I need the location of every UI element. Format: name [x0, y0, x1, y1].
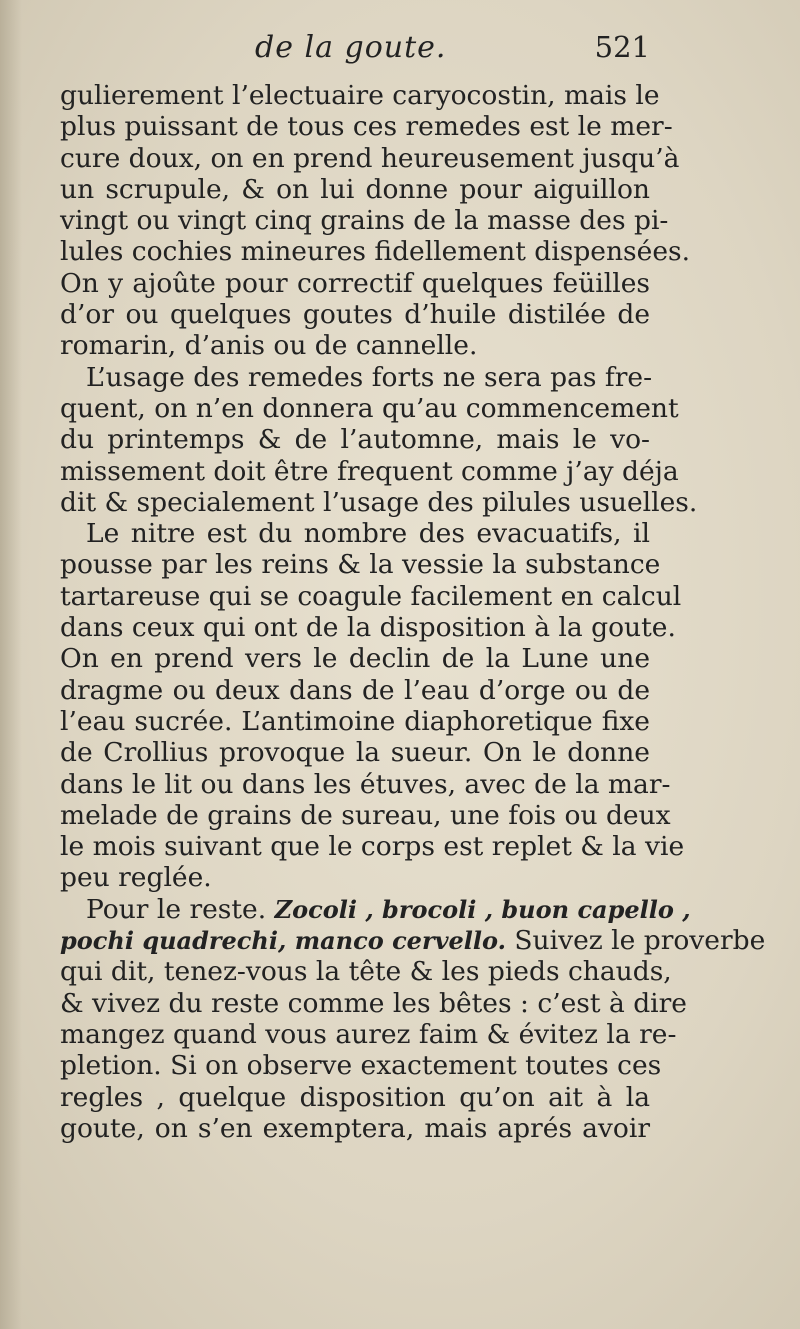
- page-number: 521: [594, 30, 650, 64]
- text-line: [60, 142, 680, 174]
- text-segment: peu reglée.: [60, 862, 212, 894]
- text-segment: d’or ou quelques goutes d’huile distilée de: [60, 299, 650, 331]
- text-line: [60, 486, 698, 518]
- text-segment: dit & specialement l’usage des pilules usuelles.: [60, 486, 698, 518]
- text-segment: pousse par les reins & la vessie la substance: [60, 549, 661, 581]
- text-segment: pletion. Si on observe exactement toutes ces: [60, 1050, 662, 1082]
- text-line: [60, 612, 676, 644]
- text-line: [60, 737, 650, 768]
- text-line: [60, 580, 682, 612]
- text-segment: & vivez du reste comme les bêtes : c’est à dire: [60, 987, 687, 1019]
- text-segment: vingt ou vingt cinq grains de la masse des pi-: [60, 205, 669, 237]
- text-line: [60, 268, 650, 299]
- text-segment: cure doux, on en prend heureusement jusqu’à: [60, 142, 680, 174]
- text-line: [60, 80, 660, 111]
- text-line: [60, 424, 650, 455]
- body-text: [60, 80, 766, 1144]
- text-segment: Le nitre est du nombre des evacuatifs, il: [86, 518, 650, 550]
- running-title: de la goute.: [255, 30, 447, 65]
- text-line: [60, 236, 691, 268]
- text-segment: melade de grains de sureau, une fois ou deux: [60, 799, 671, 831]
- text-segment: mangez quand vous aurez faim & évitez la re-: [60, 1018, 677, 1050]
- text-segment: L’usage des remedes forts ne sera pas fre-: [86, 361, 653, 393]
- text-segment: missement doit être frequent comme j’ay déja: [60, 455, 679, 487]
- text-line: [60, 1050, 662, 1082]
- text-segment: l’eau sucrée. L’antimoine diaphoretique fixe: [60, 705, 650, 737]
- text-segment: tartareuse qui se coagule facilement en calcul: [60, 580, 682, 612]
- text-line: [60, 1018, 677, 1050]
- text-line: [60, 1113, 650, 1144]
- text-line: [60, 111, 673, 143]
- text-line: [60, 1082, 650, 1113]
- text-line: [60, 706, 650, 737]
- text-segment: un scrupule, & on lui donne pour aiguillon: [60, 173, 650, 205]
- text-segment: lules cochies mineures fidellement dispensées.: [60, 236, 691, 268]
- text-line: [60, 299, 650, 330]
- text-segment: plus puissant de tous ces remedes est le mer-: [60, 111, 673, 143]
- text-line: [60, 330, 650, 361]
- text-segment: gulierement l’electuaire caryocostin, mais le: [60, 80, 660, 111]
- text-line: [60, 987, 687, 1019]
- text-segment: On y ajoûte pour correctif quelques feüilles: [60, 267, 650, 299]
- text-segment: du printemps & de l’automne, mais le vo-: [60, 424, 650, 456]
- text-line: [60, 675, 650, 706]
- text-line: [60, 392, 679, 424]
- text-segment: dans le lit ou dans les étuves, avec de la mar-: [60, 768, 671, 800]
- text-line: [60, 455, 679, 487]
- text-segment: le mois suivant que le corps est replet & la vie: [60, 831, 685, 863]
- italic-phrase: pochi quadrechi, manco cervello.: [60, 926, 506, 956]
- text-line: [60, 518, 650, 549]
- text-segment: qui dit, tenez-vous la tête & les pieds chauds,: [60, 956, 672, 988]
- text-line: [60, 893, 691, 925]
- text-segment: romarin, d’anis ou de cannelle.: [60, 330, 478, 362]
- text-line: [60, 862, 650, 893]
- text-segment: dragme ou deux dans de l’eau d’orge ou de: [60, 674, 650, 706]
- text-line: [60, 205, 669, 237]
- text-line: [60, 643, 650, 674]
- italic-phrase: Zocoli , brocoli , buon capello ,: [274, 894, 691, 924]
- text-line: [60, 768, 671, 800]
- text-line: [60, 799, 671, 831]
- text-line: [60, 549, 661, 581]
- gutter-shadow: [0, 0, 22, 1329]
- text-line: [60, 925, 766, 957]
- text-line: [60, 831, 685, 863]
- text-line: [60, 361, 653, 393]
- page-header: [60, 30, 650, 80]
- text-segment: Pour le reste.: [86, 893, 275, 925]
- text-segment: goute, on s’en exemptera, mais aprés avoir: [60, 1112, 650, 1144]
- text-segment: dans ceux qui ont de la disposition à la goute.: [60, 612, 676, 644]
- text-segment: On en prend vers le declin de la Lune une: [60, 643, 650, 675]
- text-segment: de Crollius provoque la sueur. On le donne: [60, 737, 650, 769]
- text-segment: regles , quelque disposition qu’on ait à la: [60, 1081, 650, 1113]
- text-segment: quent, on n’en donnera qu’au commencement: [60, 392, 679, 424]
- text-line: [60, 174, 650, 205]
- text-line: [60, 956, 672, 988]
- text-segment: Suivez le proverbe: [505, 925, 766, 957]
